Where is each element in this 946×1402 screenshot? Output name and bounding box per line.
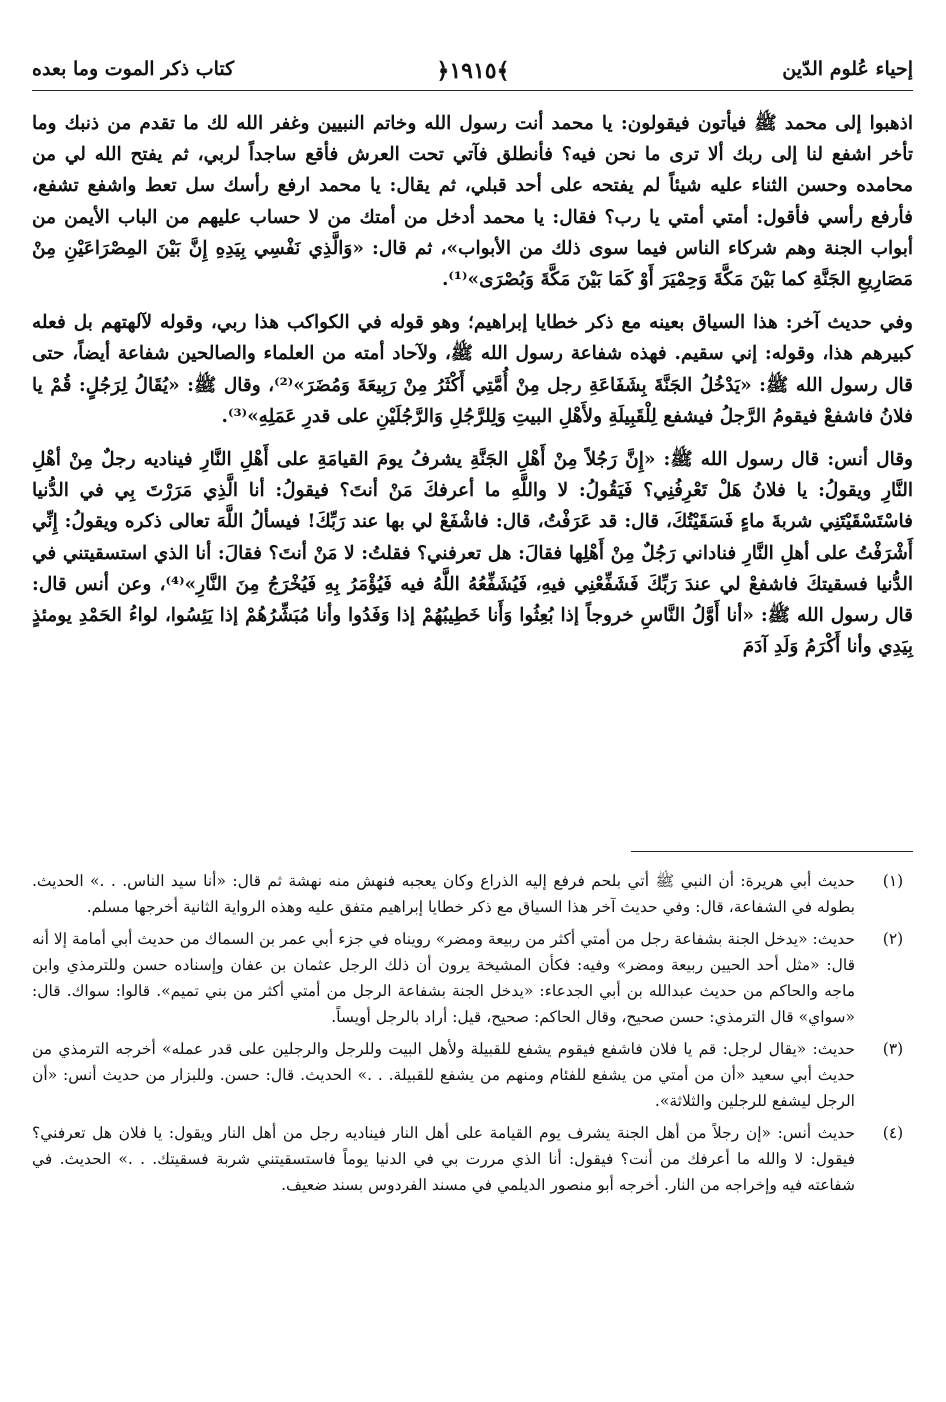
paragraph: اذهبوا إلى محمد ﷺ فيأتون فيقولون: يا محمد أنت رسول الله وخاتم النبيين وغفر الله لك ما تقدم من ذنبك وما تأخر اشفع لنا إلى ربك ألا ترى ما نحن فيه؟ فأنطلق فآتي تحت العرش فأقع ساجداً لربي، ثم يفتح الله لي من محامده وحسن الثناء عليه شيئاً لم يفتحه على أحد قبلي، ثم يقال: يا محمد ارفع رأسك سل تعط واشفع تشفع، فأرفع رأسي فأقول: أمتي أمتي يا رب؟ فقال: يا محمد أدخل من أمتك من لا حساب عليهم من الباب الأيمن من أبواب الجنة وهم شركاء الناس فيما سوى ذلك من الأبواب»، ثم قال: «وَالَّذِي نَفْسِي بِيَدِهِ إِنَّ بَيْنَ المِصْرَاعَيْنِ مِنْ مَصَارِيعِ الجَنَّةِ كما بَيْنَ مَكَّةَ وَحِمْيَرَ أَوْ كَمَا بَيْنَ مَكَّةَ وَبُصْرَى»⁽¹⁾.: [32, 113, 913, 291]
main-text: [32, 108, 913, 674]
footnote-text: حديث أنس: «إن رجلاً من أهل الجنة يشرف يوم القيامة على أهل النار فيناديه رجل من أهل النار ويقول: يا فلان هل تعرفني؟ فيقول: لا والله ما أعرفك من أنت؟ فيقول: أنا الذي مررت بي في الدنيا يوماً فاستسقيتني شربة فسقيتك. . .» الحديث. في شفاعته فيه وإخراجه من النار. أخرجه أبو منصور الديلمي في مسند الفردوس بسند ضعيف.: [32, 1124, 855, 1194]
paragraph: وفي حديث آخر: هذا السياق بعينه مع ذكر خطايا إبراهيم؛ وهو قوله في الكواكب هذا ربي، وقوله لآلهتهم بل فعله كبيرهم هذا، وقوله: إني سقيم. فهذه شفاعة رسول الله ﷺ، ولآحاد أمته من العلماء والصالحين شفاعة أيضاً، حتى قال رسول الله ﷺ: «يَدْخُلُ الجَنَّةَ بِشَفَاعَةِ رجل مِنْ أُمَّتِي أَكْثَرُ مِنْ رَبِيعَةَ وَمُضَرَ»⁽²⁾، وقال ﷺ: «يُقَالُ لِرَجُلٍ: قُمْ يا فلانُ فاشفعْ فيقومُ الرَّجلُ فيشفع لِلْقَبِيلَةِ ولأَهْلِ البيتِ وَلِلرَّجُلِ وَالرَّجُلَيْنِ على قدرِ عَمَلِهِ»⁽³⁾.: [32, 312, 913, 427]
footnotes: [32, 868, 913, 1204]
footnote-number: (٣): [882, 1040, 904, 1058]
footnote: [32, 868, 913, 920]
footnote-number: (١): [882, 872, 904, 890]
footnote: [32, 926, 913, 1030]
paragraph: وقال أنس: قال رسول الله ﷺ: «إِنَّ رَجُلاً مِنْ أَهْلِ الجَنَّةِ يشرفُ يومَ القيامَةِ على أَهْلِ النَّارِ فيناديه رجلٌ مِنْ أهْلِ النَّارِ ويقولُ: يا فلانُ هَلْ تَعْرِفُنِي؟ فَيَقُولُ: لا واللَّهِ ما أعرفكَ مَنْ أنتَ؟ فيقولُ: أنا الَّذِي مَرَرْتَ بِي في الدُّنيا فاسْتَسْقَيْتَنِي شربةَ ماءٍ فَسَقَيْتُكَ، قال: قد عَرَفْتُ، قال: فاشْفَعْ لي بها عند رَبِّكَ! فيسألُ اللَّهَ تعالى ذكره ويقولُ: إِنِّي أَشْرَفْتُ على أهلِ النَّارِ فناداني رَجُلٌ مِنْ أَهْلِها فقالَ: هل تعرفني؟ فقلتُ: لا مَنْ أنتَ؟ فقالَ: أنا الذي استسقيتني في الدُّنيا فسقيتكَ فاشفعْ لي عندَ رَبِّكَ فَشَفِّعْنِي فيهِ، فَيُشَفِّعُهُ اللَّهُ فيه فَيُؤْمَرُ بِهِ فَيُخْرَجُ مِنَ النَّارِ»⁽⁴⁾، وعن أنس قال: قال رسول الله ﷺ: «أنا أَوَّلُ النَّاسِ خروجاً إذا بُعِثُوا وَأَنا خَطِيبُهُمْ إذا وَفَدُوا وأنا مُبَشِّرُهُمْ إذا يَئِسُوا، لواءُ الحَمْدِ يومئذٍ بِيَدِي وأنا أَكْرَمُ وَلَدِ آدَمَ: [32, 449, 914, 658]
book-title: إحياء عُلوم الدّين: [782, 58, 913, 80]
footnote-text: حديث: «يقال لرجل: قم يا فلان فاشفع فيقوم يشفع للقبيلة ولأهل البيت وللرجل والرجلين على قدر عمله» أخرجه الترمذي من حديث أبي سعيد «أن من أمتي من يشفع للفئام ومنهم من يشفع للقبيلة. . .» الحديث. قال: حسن. وللبزار من حديث أنس: «أن الرجل ليشفع للرجلين والثلاثة».: [32, 1040, 855, 1110]
footnote-text: حديث أبي هريرة: أن النبي ﷺ أتي بلحم فرفع إليه الذراع وكان يعجبه فنهش منه نهشة ثم قال: «أنا سيد الناس. . .» الحديث. بطوله في الشفاعة، قال: وفي حديث آخر هذا السياق مع ذكر خطايا إبراهيم متفق عليه وهذه الرواية الثانية أخرجها مسلم.: [32, 872, 855, 916]
footnote-divider: [631, 851, 913, 852]
footnote-number: (٤): [882, 1124, 904, 1142]
footnote-number: (٢): [882, 930, 904, 948]
header-divider: [32, 90, 913, 91]
chapter-title: كتاب ذكر الموت وما بعده: [32, 58, 235, 80]
footnote-text: حديث: «يدخل الجنة بشفاعة رجل من أمتي أكثر من ربيعة ومضر» رويناه في جزء أبي عمر بن السماك من حديث أبي أمامة إلا أنه قال: «مثل أحد الحيين ربيعة ومضر» وفيه: فكأن المشيخة يرون أن ذلك الرجل عثمان بن عفان وإسناده حسن وللترمذي وابن ماجه والحاكم من حديث عبدالله بن أبي الجدعاء: «يدخل الجنة بشفاعة الرجل من أمتي أكثر من بني تميم». قالوا: سواك. قال: «سواي» قال الترمذي: حسن صحيح، وقال الحاكم: صحيح، قيل: أراد بالرجل أويساً.: [32, 930, 855, 1026]
page-number: ﴿١٩١٥﴾: [436, 58, 510, 84]
footnote: [32, 1036, 913, 1114]
footnote: [32, 1120, 913, 1198]
